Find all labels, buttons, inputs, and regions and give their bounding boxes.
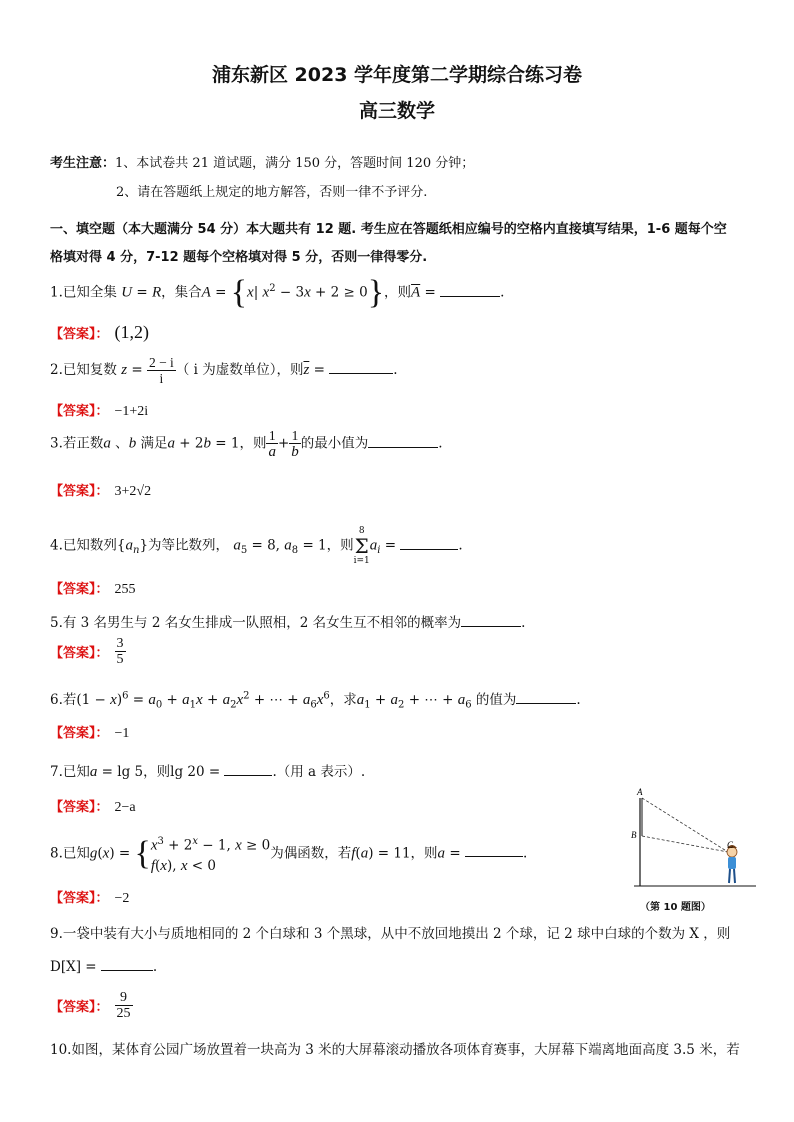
notice-text-1: 1、本试卷共 21 道试题，满分 150 分，答题时间 120 分钟； xyxy=(115,156,475,171)
question-8: 8.已知$g(x) = \{x^3 + 2^x - 1$, x ≥ 0 f(x), x < 0为偶函数，若f(a) = 11，则a = . xyxy=(50,834,528,874)
notice-line-2: 2、请在答题纸上规定的地方解答，否则一律不予评分. xyxy=(116,185,428,200)
answer-1: 【答案】： (1,2) xyxy=(50,322,150,342)
question-6: 6.若$(1 - x)^6 = a_0 + a_1x + a_2x^2$ + ⋯ + $a_6x^6$，求$a_1 + a_2$ + ⋯ + $a_6$ 的值为 . xyxy=(50,690,581,711)
figure-label-b: B xyxy=(631,830,637,840)
question-3: 3.若正数a 、b 满足a + 2b = 1，则 $\frac{1}{a}$ + $\frac{1}{b}$ 的最小值为 . xyxy=(50,428,443,460)
exam-title: 浦东新区 2023 学年度第二学期综合练习卷 xyxy=(211,64,583,86)
answer-4: 【答案】： 255 xyxy=(50,582,136,597)
section-heading-line-1: 一、填空题（本大题满分 54 分）本大题共有 12 题. 考生应在答题纸相应编号的空格内直接填写结果，1-6 题每个空 xyxy=(50,222,727,237)
figure-caption: （第 10 题图） xyxy=(640,902,711,913)
question-5: 5.有 3 名男生与 2 名女生排成一队照相，2 名女生互不相邻的概率为 . xyxy=(50,615,526,631)
question-7: 7.已知a = lg 5，则lg 20 = .（用 a 表示）. xyxy=(50,764,366,780)
figure-label-c: C xyxy=(727,840,734,850)
answer-2: 【答案】： −1+2i xyxy=(50,404,149,419)
question-9-line-2: D[X] = . xyxy=(50,959,158,975)
answer-5: 【答案】： $\frac{3}{5}$ xyxy=(50,636,124,667)
question-10: 10.如图，某体育公园广场放置着一块高为 3 米的大屏幕滚动播放各项体育赛事，大屏幕下端离地面高度 3.5 米，若 xyxy=(50,1042,740,1058)
answer-7: 【答案】： 2−a xyxy=(50,800,136,815)
exam-subtitle: 高三数学 xyxy=(358,100,435,122)
answer-3: 【答案】： 3+2√2 xyxy=(50,484,152,499)
answer-6: 【答案】： −1 xyxy=(50,726,130,741)
question-9: 9.一袋中装有大小与质地相同的 2 个白球和 3 个黑球，从中不放回地摸出 2 个球，记 2 球中白球的个数为 X ，则 xyxy=(50,926,731,942)
question-2: 2.已知复数 z = $\frac{2 - i}{i}$ （ i 为虚数单位），则$\overline{z}$ = . xyxy=(50,355,398,386)
answer-9: 【答案】： $\frac{9}{25}$ xyxy=(50,990,131,1021)
answer-8: 【答案】： −2 xyxy=(50,891,130,906)
question-1: 1.已知全集 U = R，集合A = {x| $x^2 - 3x + 2 \ge 0$}，则$\overline{A}$ = . xyxy=(50,274,505,311)
notice-line-1 xyxy=(50,152,750,171)
section-heading-line-2: 格填对得 4 分，7-12 题每个空格填对得 5 分，否则一律得零分. xyxy=(50,250,428,265)
notice-label: 考生注意： xyxy=(50,156,116,171)
figure-label-a: A xyxy=(637,787,643,797)
figure-q10 xyxy=(628,786,758,916)
question-4: 4.已知数列$\{a_n\}$为等比数列， $a_5 = 8$, $a_8 = 1$，则8 Σ $i=1a_i$ = . xyxy=(50,526,463,566)
